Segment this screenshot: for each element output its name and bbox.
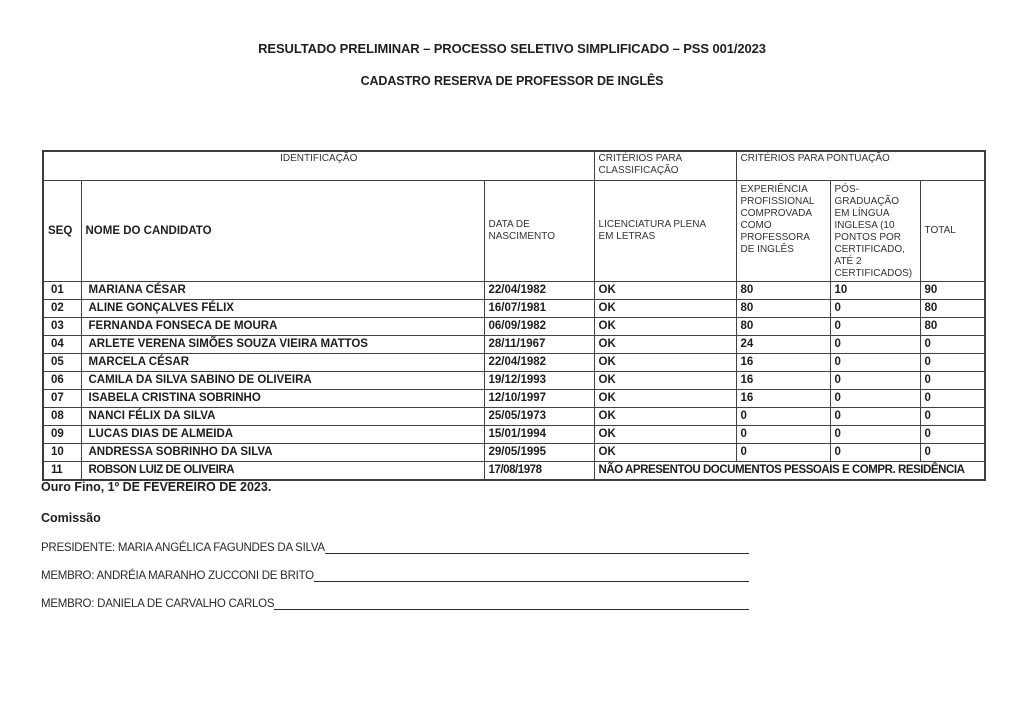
experience-cell: 16: [736, 372, 830, 390]
results-table: [42, 150, 986, 481]
page-subtitle: CADASTRO RESERVA DE PROFESSOR DE INGLÊS: [360, 74, 664, 88]
seq-cell: 07: [43, 390, 81, 408]
degree-cell: OK: [594, 390, 736, 408]
postgrad-cell: 0: [830, 354, 920, 372]
total-cell: 0: [920, 444, 985, 462]
seq-cell: 08: [43, 408, 81, 426]
experience-cell: 80: [736, 318, 830, 336]
degree-cell: OK: [594, 336, 736, 354]
seq-cell: 05: [43, 354, 81, 372]
degree-cell: OK: [594, 372, 736, 390]
col-header-degree: LICENCIATURA PLENA EM LETRAS: [594, 181, 736, 282]
birth-cell: 29/05/1995: [484, 444, 594, 462]
signature-row-member-1: [41, 568, 749, 582]
total-cell: 90: [920, 282, 985, 300]
degree-cell: OK: [594, 426, 736, 444]
degree-cell: OK: [594, 354, 736, 372]
name-cell: ROBSON LUIZ DE OLIVEIRA: [81, 462, 484, 481]
col-header-total: TOTAL: [920, 181, 985, 282]
seq-cell: 06: [43, 372, 81, 390]
degree-cell: OK: [594, 444, 736, 462]
name-cell: CAMILA DA SILVA SABINO DE OLIVEIRA: [81, 372, 484, 390]
birth-cell: 28/11/1967: [484, 336, 594, 354]
experience-cell: 16: [736, 390, 830, 408]
birth-cell: 22/04/1982: [484, 354, 594, 372]
birth-cell: 22/04/1982: [484, 282, 594, 300]
note-cell: NÃO APRESENTOU DOCUMENTOS PESSOAIS E COMPR. RESIDÊNCIA: [594, 462, 985, 481]
table-row: [43, 408, 985, 426]
total-cell: 0: [920, 426, 985, 444]
col-header-experience: EXPERIÊNCIA PROFISSIONAL COMPROVADA COMO PROFESSORA DE INGLÊS: [736, 181, 830, 282]
signature-row-president: [41, 540, 749, 554]
group-header-identification: IDENTIFICAÇÃO: [43, 151, 594, 181]
experience-cell: 24: [736, 336, 830, 354]
birth-cell: 12/10/1997: [484, 390, 594, 408]
name-cell: ISABELA CRISTINA SOBRINHO: [81, 390, 484, 408]
signature-label: PRESIDENTE: MARIA ANGÉLICA FAGUNDES DA SILVA: [41, 542, 325, 554]
signature-line: [314, 568, 749, 582]
table-row: [43, 372, 985, 390]
seq-cell: 09: [43, 426, 81, 444]
seq-cell: 02: [43, 300, 81, 318]
col-header-postgrad: PÓS-GRADUAÇÃO EM LÍNGUA INGLESA (10 PONTOS POR CERTIFICADO, ATÉ 2 CERTIFICADOS): [830, 181, 920, 282]
signature-line: [274, 596, 749, 610]
page-title: RESULTADO PRELIMINAR – PROCESSO SELETIVO SIMPLIFICADO – PSS 001/2023: [258, 41, 766, 56]
total-cell: 0: [920, 354, 985, 372]
postgrad-cell: 10: [830, 282, 920, 300]
total-cell: 0: [920, 372, 985, 390]
experience-cell: 0: [736, 408, 830, 426]
date-line: Ouro Fino, 1º DE FEVEREIRO DE 2023.: [41, 480, 272, 494]
seq-cell: 10: [43, 444, 81, 462]
name-cell: ANDRESSA SOBRINHO DA SILVA: [81, 444, 484, 462]
name-cell: ARLETE VERENA SIMÕES SOUZA VIEIRA MATTOS: [81, 336, 484, 354]
signature-label: MEMBRO: DANIELA DE CARVALHO CARLOS: [41, 598, 275, 610]
postgrad-cell: 0: [830, 426, 920, 444]
table-row: [43, 300, 985, 318]
postgrad-cell: 0: [830, 336, 920, 354]
seq-cell: 04: [43, 336, 81, 354]
name-cell: ALINE GONÇALVES FÉLIX: [81, 300, 484, 318]
name-cell: LUCAS DIAS DE ALMEIDA: [81, 426, 484, 444]
degree-cell: OK: [594, 300, 736, 318]
total-cell: 0: [920, 390, 985, 408]
col-header-seq: SEQ: [43, 181, 81, 282]
group-header-classification: CRITÉRIOS PARA CLASSIFICAÇÃO: [594, 151, 736, 181]
name-cell: MARCELA CÉSAR: [81, 354, 484, 372]
name-cell: FERNANDA FONSECA DE MOURA: [81, 318, 484, 336]
degree-cell: OK: [594, 282, 736, 300]
postgrad-cell: 0: [830, 390, 920, 408]
postgrad-cell: 0: [830, 300, 920, 318]
birth-cell: 17/08/1978: [484, 462, 594, 481]
table-row: [43, 354, 985, 372]
birth-cell: 06/09/1982: [484, 318, 594, 336]
table-row: [43, 318, 985, 336]
seq-cell: 11: [43, 462, 81, 481]
total-cell: 0: [920, 408, 985, 426]
postgrad-cell: 0: [830, 408, 920, 426]
seq-cell: 01: [43, 282, 81, 300]
table-row: [43, 282, 985, 300]
col-header-name: NOME DO CANDIDATO: [81, 181, 484, 282]
table-body: [43, 282, 985, 481]
group-header-scoring: CRITÉRIOS PARA PONTUAÇÃO: [736, 151, 985, 181]
table-row: [43, 444, 985, 462]
seq-cell: 03: [43, 318, 81, 336]
degree-cell: OK: [594, 408, 736, 426]
signature-line: [325, 540, 749, 554]
table-row: [43, 462, 985, 481]
total-cell: 80: [920, 300, 985, 318]
experience-cell: 0: [736, 426, 830, 444]
table-row: [43, 390, 985, 408]
total-cell: 0: [920, 336, 985, 354]
column-header-row: [43, 181, 985, 282]
group-header-row: [43, 151, 985, 181]
commission-label: Comissão: [41, 511, 101, 525]
experience-cell: 16: [736, 354, 830, 372]
postgrad-cell: 0: [830, 444, 920, 462]
postgrad-cell: 0: [830, 372, 920, 390]
birth-cell: 15/01/1994: [484, 426, 594, 444]
table-row: [43, 336, 985, 354]
birth-cell: 25/05/1973: [484, 408, 594, 426]
degree-cell: OK: [594, 318, 736, 336]
col-header-birth: DATA DE NASCIMENTO: [484, 181, 594, 282]
experience-cell: 80: [736, 282, 830, 300]
signature-label: MEMBRO: ANDRÉIA MARANHO ZUCCONI DE BRITO: [41, 570, 314, 582]
experience-cell: 80: [736, 300, 830, 318]
table-row: [43, 426, 985, 444]
name-cell: NANCI FÉLIX DA SILVA: [81, 408, 484, 426]
name-cell: MARIANA CÉSAR: [81, 282, 484, 300]
postgrad-cell: 0: [830, 318, 920, 336]
total-cell: 80: [920, 318, 985, 336]
birth-cell: 16/07/1981: [484, 300, 594, 318]
birth-cell: 19/12/1993: [484, 372, 594, 390]
signature-row-member-2: [41, 596, 749, 610]
experience-cell: 0: [736, 444, 830, 462]
